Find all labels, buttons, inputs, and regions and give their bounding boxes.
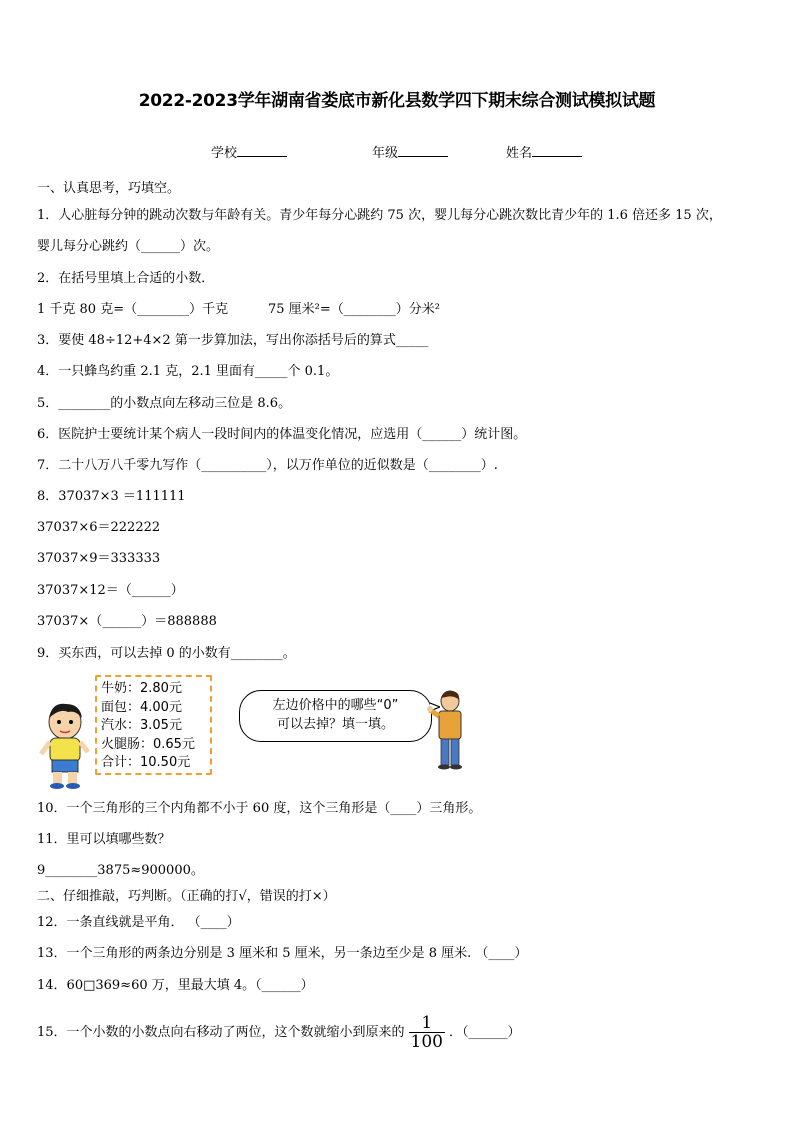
price-item: 汽水：3.05元 [101,718,182,733]
price-total: 合计：10.50元 [101,755,191,770]
name-blank[interactable] [532,144,582,157]
question-5: 5．________的小数点向左移动三位是 8.6。 [37,396,292,411]
question-8-line-2: 37037×6＝222222 [37,520,161,535]
question-7: 7．二十八万八千零九写作（__________），以万作单位的近似数是（________）. [37,458,498,473]
question-2-part-1: 1 千克 80 克=（________）千克 [37,302,229,317]
question-3: 3．要使 48÷12+4×2 第一步算加法，写出你添括号后的算式_____ [37,333,429,348]
page-title: 2022-2023学年湖南省娄底市新化县数学四下期末综合测试模拟试题 [138,91,656,111]
bubble-line-1: 左边价格中的哪些“0” [272,698,399,713]
price-item: 牛奶：2.80元 [101,681,182,696]
section-2-heading: 二、仔细推敲，巧判断。（正确的打√，错误的打×） [37,889,336,904]
question-1-line-2: 婴儿每分心跳约（______）次。 [37,239,220,254]
bubble-line-2: 可以去掉？填一填。 [276,717,394,732]
question-1-line-1: 1．人心脏每分钟的跳动次数与年龄有关。青少年每分心跳约 75 次，婴儿每分心跳次数比青少年的 1.6 倍还多 15 次， [37,208,722,223]
name-label: 姓名 [506,146,533,161]
question-8-line-4: 37037×12＝（______） [37,583,184,598]
question-4: 4．一只蜂鸟约重 2.1 克，2.1 里面有_____个 0.1。 [37,364,339,379]
name-field[interactable] [506,142,582,161]
fraction-denominator: 100 [410,1032,443,1052]
school-label: 学校 [211,146,238,161]
question-9: 9．买东西，可以去掉 0 的小数有________。 [37,646,296,661]
speech-bubble [239,690,432,742]
question-8-line-5: 37037×（______）＝888888 [37,614,217,629]
question-10: 10．一个三角形的三个内角都不小于 60 度，这个三角形是（____）三角形。 [37,801,482,816]
school-blank[interactable] [237,144,287,157]
grade-blank[interactable] [398,144,448,157]
teacher-illustration [426,690,470,770]
question-14: 14．60□369≈60 万，里最大填 4。（______） [37,978,314,993]
question-15-text: 15．一个小数的小数点向右移动了两位，这个数就缩小到原来的 [37,1025,405,1040]
question-11: 11．里可以填哪些数？ [37,832,171,847]
question-15-tail: ．（______） [449,1025,521,1040]
question-12: 12．一条直线就是平角． （____） [37,915,240,930]
price-item: 面包：4.00元 [101,699,182,715]
question-11-expression: 9________3875≈900000。 [37,863,204,878]
question-2: 2．在括号里填上合适的小数． [37,271,215,286]
question-8-line-3: 37037×9＝333333 [37,551,161,566]
grade-field[interactable] [372,142,448,161]
boy-illustration [38,700,92,790]
question-6: 6．医院护士要统计某个病人一段时间内的体温变化情况，应选用（______）统计图。 [37,427,527,442]
question-8-line-1: 8．37037×3 ＝111111 [37,489,186,504]
fraction-numerator: 1 [409,1014,445,1033]
question-15 [37,1014,521,1051]
section-1-heading: 一、认真思考，巧填空。 [37,181,181,196]
grade-label: 年级 [372,146,399,161]
price-item: 火腿肠：0.65元 [101,736,195,752]
fraction [409,1014,445,1051]
question-13: 13．一个三角形的两条边分别是 3 厘米和 5 厘米，另一条边至少是 8 厘米. （____） [37,946,528,961]
school-field[interactable] [211,142,287,161]
question-2-part-2: 75 厘米²=（________）分米² [268,302,440,317]
price-list-box [95,675,212,775]
